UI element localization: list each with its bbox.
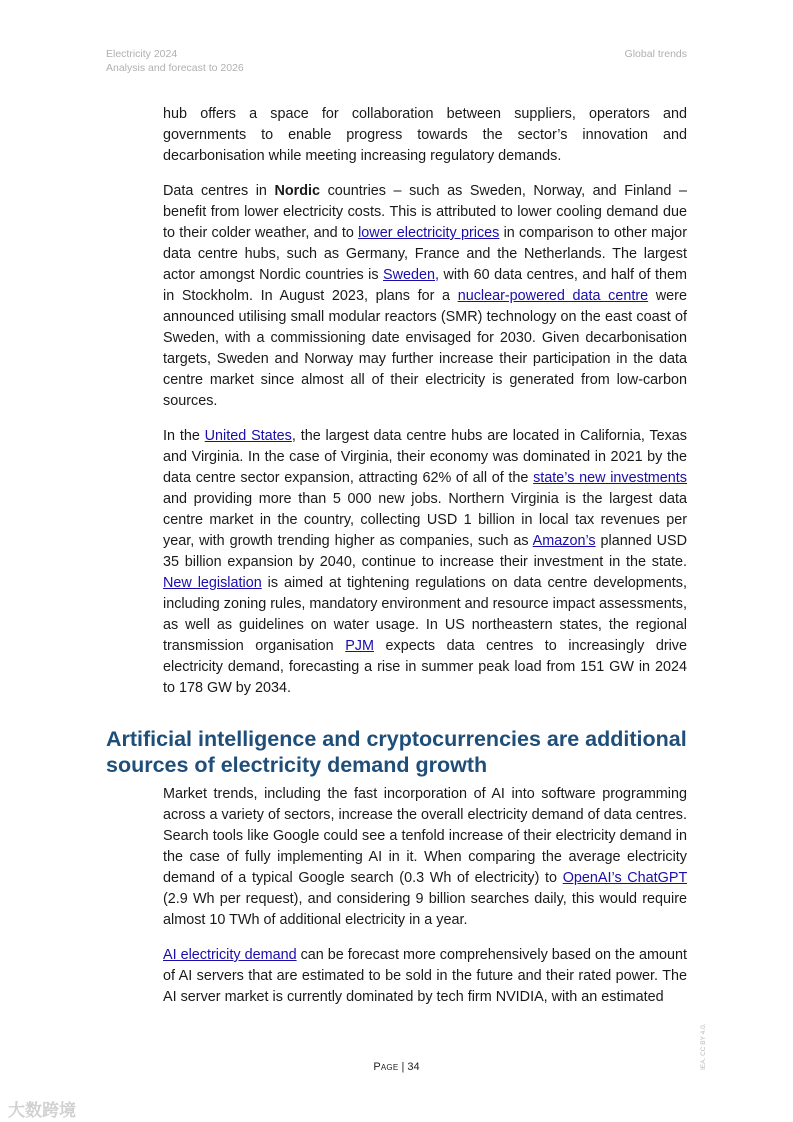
bold-text: Nordic <box>274 183 321 199</box>
page-separator: | <box>398 1061 408 1073</box>
paragraph <box>163 784 687 931</box>
page-label: Page <box>373 1061 399 1073</box>
paragraph <box>163 426 687 699</box>
text-run: planned USD 35 billion expansion by 2040, continue to increase their investment in the state. <box>163 533 687 570</box>
paragraph <box>163 181 687 412</box>
text-run: can be forecast more comprehensively based on the amount of AI servers that are estimated to be sold in the future and their rated power. The AI server market is currently dominated by tech firm NVIDIA, with an estimated <box>163 947 687 1005</box>
hyperlink[interactable]: AI electricity demand <box>163 947 297 963</box>
body-text-top <box>163 104 687 713</box>
section-heading: Artificial intelligence and cryptocurrencies are additional sources of electricity demand growth <box>106 727 687 777</box>
hyperlink[interactable]: lower electricity prices <box>358 225 500 241</box>
hyperlink[interactable]: Sweden, <box>383 267 440 283</box>
text-run: in comparison to other major data centre hubs, such as Germany, France and the Netherlands. The largest actor amongst Nordic countries is <box>163 225 687 283</box>
hyperlink[interactable]: New legislation <box>163 575 262 591</box>
watermark-logo: 大数跨境 <box>8 1101 76 1120</box>
text-run: countries – such as Sweden, Norway, and Finland – benefit from lower electricity costs. This is attributed to lower cooling demand due to their colder weather, and to <box>163 183 687 241</box>
hyperlink[interactable]: United States <box>204 428 292 444</box>
text-run: with 60 data centres, and half of them in Stockholm. In August 2023, plans for a <box>163 267 687 304</box>
report-subtitle: Analysis and forecast to 2026 <box>106 62 244 74</box>
page-footer <box>0 1061 793 1073</box>
running-header-left <box>106 47 244 75</box>
text-run: is aimed at tightening regulations on data centre developments, including zoning rules, mandatory environment and resource impact assessments, as well as guidelines on water usage. In US northeastern states, the regional transmission organisation <box>163 575 687 654</box>
paragraph <box>163 945 687 1008</box>
text-run: expects data centres to increasingly drive electricity demand, forecasting a rise in summer peak load from 151 GW in 2024 to 178 GW by 2034. <box>163 638 688 696</box>
page-number: 34 <box>407 1061 420 1073</box>
text-run: Data centres in <box>163 183 275 199</box>
text-run: hub offers a space for collaboration between suppliers, operators and governments to enable progress towards the sector’s innovation and decarbonisation while meeting increasing regulatory demands. <box>163 106 687 164</box>
text-run: Market trends, including the fast incorporation of AI into software programming across a variety of sectors, increase the overall electricity demand of data centres. Search tools like Google could see a tenfold increase of their electricity demand in the case of fully implementing AI in it. When comparing the average electricity demand of a typical Google search (0.3 Wh of electricity) to <box>163 786 687 886</box>
hyperlink[interactable]: Amazon’s <box>532 533 596 549</box>
hyperlink[interactable]: state’s new investments <box>533 470 687 486</box>
license-note: IEA. CC BY 4.0. <box>700 1023 707 1070</box>
text-run: were announced utilising small modular reactors (SMR) technology on the east coast of Sweden, with a commissioning date envisaged for 2030. Given decarbonisation targets, Sweden and Norway may further increase their participation in the data centre market since almost all of their electricity is generated from low-carbon sources. <box>163 288 687 409</box>
body-text-bottom <box>163 784 687 1022</box>
text-run: (2.9 Wh per request), and considering 9 billion searches daily, this would require almost 10 TWh of additional electricity in a year. <box>163 891 687 928</box>
text-run: , the largest data centre hubs are located in California, Texas and Virginia. In the case of Virginia, their economy was dominated in 2021 by the data centre sector expansion, attracting 62% of all of the <box>163 428 687 486</box>
text-run: and providing more than 5 000 new jobs. Northern Virginia is the largest data centre market in the country, collecting USD 1 billion in local tax revenues per year, with growth trending higher as companies, such as <box>163 491 687 549</box>
hyperlink[interactable]: OpenAI’s ChatGPT <box>562 870 688 886</box>
paragraph <box>163 104 687 167</box>
text-run: In the <box>163 428 205 444</box>
hyperlink[interactable]: nuclear-powered data centre <box>457 288 649 304</box>
report-title: Electricity 2024 <box>106 48 178 60</box>
hyperlink[interactable]: PJM <box>345 638 374 654</box>
section-name: Global trends <box>624 48 687 60</box>
